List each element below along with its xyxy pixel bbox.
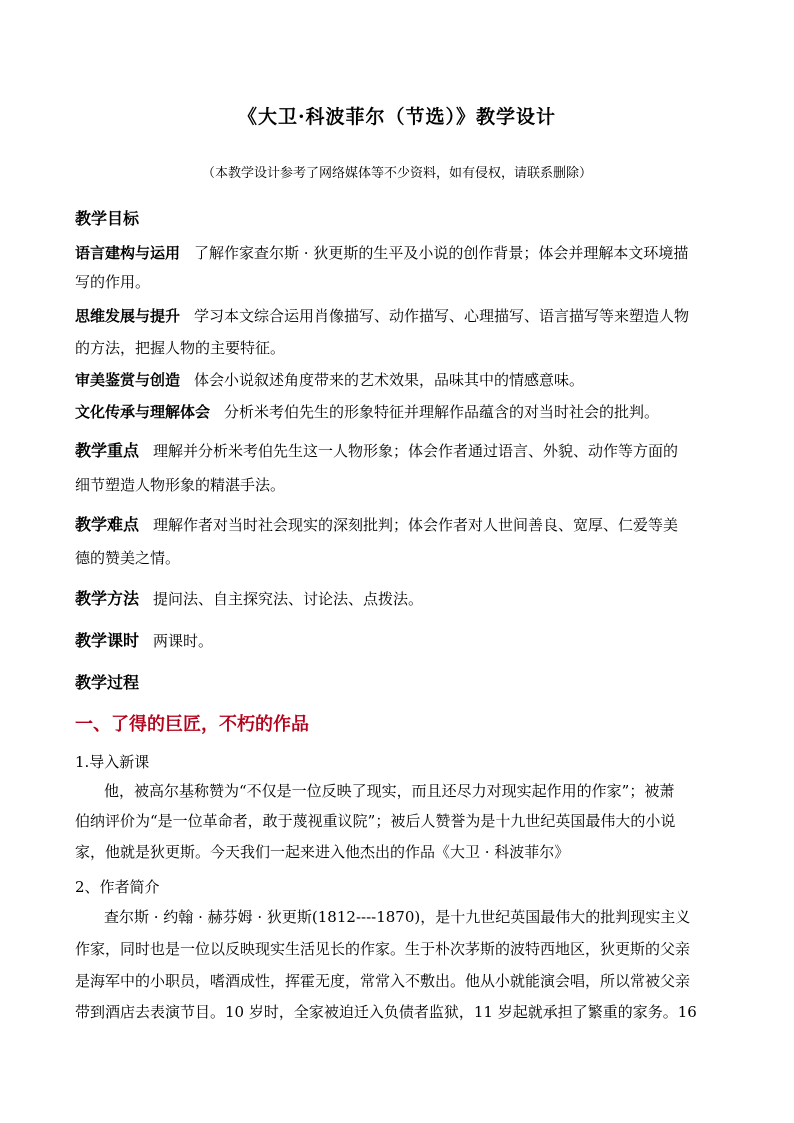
intro-paragraph-line: 伯纳评价为“是一位革命者，敢于蔑视重议院”；被后人赞誉为是十九世纪英国最伟大的小说 xyxy=(75,812,676,830)
subsection-author: 2、作者简介 xyxy=(75,878,160,896)
goal-thinking-label: 思维发展与提升 xyxy=(75,307,181,325)
goal-language-cont: 写的作用。 xyxy=(75,273,151,291)
key-points-cont: 细节塑造人物形象的精湛手法。 xyxy=(75,476,286,494)
difficult-points-label: 教学难点 xyxy=(75,515,140,534)
teaching-hours xyxy=(75,628,725,651)
teaching-hours-text: 两课时。 xyxy=(153,632,214,650)
author-paragraph-line: 是海军中的小职员，嗜酒成性，挥霍无度，常常入不敷出。他从小就能演会唱，所以常被父亲 xyxy=(75,972,691,990)
goal-language xyxy=(75,242,725,263)
goal-culture-text: 分析米考伯先生的形象特征并理解作品蕴含的对当时社会的批判。 xyxy=(224,403,660,421)
key-points-label: 教学重点 xyxy=(75,441,140,460)
goal-aesthetic-label: 审美鉴赏与创造 xyxy=(75,371,181,389)
teaching-method-label: 教学方法 xyxy=(75,589,140,608)
goal-aesthetic xyxy=(75,369,725,390)
teaching-method xyxy=(75,586,725,609)
author-paragraph-line: 带到酒店去表演节目。10 岁时，全家被迫迁入负债者监狱，11 岁起就承担了繁重的家务。16 xyxy=(75,1003,697,1021)
goal-language-label: 语言建构与运用 xyxy=(75,244,181,262)
author-paragraph-line: 作家，同时也是一位以反映现实生活见长的作家。生于朴次茅斯的波特西地区，狄更斯的父亲 xyxy=(75,940,691,958)
intro-paragraph-line: 家，他就是狄更斯。今天我们一起来进入他杰出的作品《大卫 · 科波菲尔》 xyxy=(75,843,570,861)
copyright-note: （本教学设计参考了网络媒体等不少资料，如有侵权，请联系删除） xyxy=(201,166,592,181)
goals-heading: 教学目标 xyxy=(75,209,140,228)
teaching-hours-label: 教学课时 xyxy=(75,631,140,650)
key-points-text: 理解并分析米考伯先生这一人物形象；体会作者通过语言、外貌、动作等方面的 xyxy=(153,442,679,460)
difficult-points-text: 理解作者对当时社会现实的深刻批判；体会作者对人世间善良、宽厚、仁爱等美 xyxy=(153,516,679,534)
document-title: 《大卫·科波菲尔（节选）》教学设计 xyxy=(237,106,557,128)
author-paragraph-line: 查尔斯 · 约翰 · 赫芬姆 · 狄更斯(1812----1870)，是十九世纪英国最伟大的批判现实主义 xyxy=(104,908,691,926)
subsection-intro: 1.导入新课 xyxy=(75,753,150,771)
key-points xyxy=(75,438,725,461)
intro-paragraph-line: 他，被高尔基称赞为“不仅是一位反映了现实，而且还尽力对现实起作用的作家”；被萧 xyxy=(104,782,675,800)
difficult-points xyxy=(75,512,725,535)
goal-aesthetic-text: 体会小说叙述角度带来的艺术效果，品味其中的情感意味。 xyxy=(194,371,585,389)
teaching-method-text: 提问法、自主探究法、讨论法、点拨法。 xyxy=(153,590,424,608)
goal-thinking-cont: 的方法，把握人物的主要特征。 xyxy=(75,339,286,357)
goal-thinking-text: 学习本文综合运用肖像描写、动作描写、心理描写、语言描写等来塑造人物 xyxy=(194,307,690,325)
process-heading: 教学过程 xyxy=(75,673,140,692)
goal-culture-label: 文化传承与理解体会 xyxy=(75,403,211,421)
goal-language-text: 了解作家查尔斯 · 狄更斯的生平及小说的创作背景；体会并理解本文环境描 xyxy=(194,244,689,262)
section1-heading: 一、了得的巨匠，不朽的作品 xyxy=(75,714,309,735)
goal-thinking xyxy=(75,305,725,326)
difficult-points-cont: 德的赞美之情。 xyxy=(75,549,181,567)
goal-culture xyxy=(75,401,725,422)
